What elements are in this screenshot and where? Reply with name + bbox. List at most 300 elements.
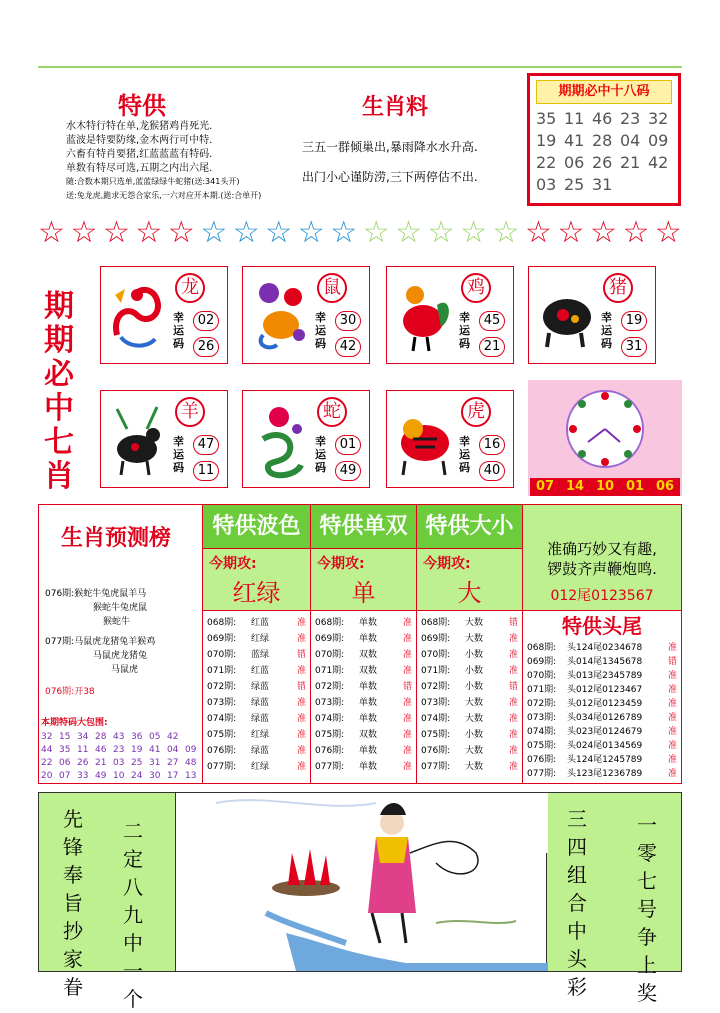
result-mark: 准	[667, 727, 677, 737]
pack-number: 36	[131, 732, 143, 742]
history-row	[421, 727, 518, 743]
prediction: 头034尾0126789	[567, 713, 643, 723]
danshuang-attack	[311, 549, 416, 611]
period: 075期:	[207, 730, 237, 740]
poem-char: 中	[123, 931, 143, 955]
tail-numbers: 012尾0123567	[550, 588, 654, 604]
pack-number: 34	[77, 732, 89, 742]
history-row	[207, 695, 306, 711]
poem-char: 锋	[63, 835, 83, 859]
bottom-panel	[38, 792, 682, 1011]
period: 071期:	[315, 666, 345, 676]
result-mark: 准	[296, 666, 306, 676]
poem-char: 合	[567, 891, 587, 915]
zodiac-name: 鸡	[461, 273, 491, 303]
lucky-label: 幸运码	[601, 311, 612, 350]
lucky-number: 19	[621, 311, 647, 331]
period: 072期:	[527, 699, 557, 709]
pack-number: 23	[113, 745, 125, 755]
history-row	[207, 759, 306, 775]
poem-char: 抄	[63, 919, 83, 943]
result-mark: 准	[667, 755, 677, 765]
prediction: 双数	[359, 730, 378, 740]
forecast-label: 077期:	[45, 637, 75, 647]
result-mark: 准	[402, 746, 412, 756]
period: 073期:	[315, 698, 345, 708]
pack-number: 13	[185, 771, 197, 781]
pack-number: 04	[167, 745, 179, 755]
number-cell: 46	[592, 109, 613, 128]
lucky-label: 幸运码	[315, 311, 326, 350]
poem-char: 旨	[63, 891, 83, 915]
prediction: 绿蓝	[251, 714, 270, 724]
girl-painting	[175, 793, 547, 971]
forecast-list	[45, 587, 201, 699]
pack-row	[41, 744, 201, 757]
lucky-label: 幸运码	[459, 435, 470, 474]
history-row	[527, 683, 677, 697]
lucky-number: 01	[335, 435, 361, 455]
title-char: 中	[44, 391, 74, 426]
result-mark: 准	[508, 730, 518, 740]
period: 075期:	[527, 741, 557, 751]
prediction: 头013尾2345789	[567, 671, 643, 681]
prediction: 单数	[359, 682, 378, 692]
pack-row	[41, 757, 201, 770]
prediction: 头024尾0134569	[567, 741, 643, 751]
star-icon: ☆	[525, 215, 552, 250]
poem-char: 七	[637, 869, 657, 893]
history-row	[527, 697, 677, 711]
history-row	[527, 641, 677, 655]
result-mark: 准	[296, 762, 306, 772]
prediction: 红蓝	[251, 618, 270, 628]
attack-label: 今期攻:	[209, 556, 257, 572]
lucky-label: 幸运码	[459, 311, 470, 350]
poem-char: 四	[567, 835, 587, 859]
result-mark: 准	[402, 698, 412, 708]
prediction-panel	[38, 504, 682, 784]
tegong-note2: 送:兔龙虎,跪求无怨合家乐,一六对应开本期.(送:合单开)	[66, 191, 262, 200]
history-row	[421, 711, 518, 727]
history-row	[207, 647, 306, 663]
period: 076期:	[315, 746, 345, 756]
number-cell: 31	[592, 175, 613, 194]
touwei-column	[523, 505, 681, 783]
danshuang-column	[311, 505, 417, 783]
result-mark: 准	[402, 666, 412, 676]
result-mark: 准	[402, 762, 412, 772]
touwei-title: 特供头尾	[562, 614, 642, 638]
pack-row	[41, 731, 201, 744]
top-divider	[38, 66, 682, 68]
poem-char: 家	[63, 947, 83, 971]
history-row	[315, 743, 412, 759]
star-icon: ☆	[330, 215, 358, 250]
star-icon: ☆	[38, 215, 65, 250]
prediction: 红绿	[251, 762, 270, 772]
result-mark: 准	[508, 762, 518, 772]
danshuang-title: 特供单双	[311, 505, 416, 549]
forecast-label: 076期:	[45, 589, 75, 599]
history-row	[527, 655, 677, 669]
star-icon: ☆	[427, 215, 455, 250]
number-cell: 28	[592, 131, 613, 150]
title-char: 期	[44, 323, 74, 358]
number-cell: 11	[564, 109, 585, 128]
poem-char: 零	[637, 841, 657, 865]
pack-number: 21	[95, 758, 107, 768]
poem-char: 奉	[63, 863, 83, 887]
lucky-label: 幸运码	[173, 435, 184, 474]
number-cell: 42	[648, 153, 669, 172]
touwei-rows	[523, 641, 681, 785]
result-mark: 准	[508, 714, 518, 724]
period: 074期:	[207, 714, 237, 724]
period: 075期:	[315, 730, 345, 740]
star-icon: ☆	[492, 215, 520, 250]
tegong-title: 特供	[118, 92, 166, 120]
poem-char: 眷	[63, 975, 83, 999]
pack-number: 25	[131, 758, 143, 768]
pack-number: 35	[59, 745, 71, 755]
history-row	[315, 615, 412, 631]
period: 069期:	[421, 634, 451, 644]
period: 070期:	[421, 650, 451, 660]
pack-number: 46	[95, 745, 107, 755]
result-mark: 准	[667, 671, 677, 681]
period: 075期:	[421, 730, 451, 740]
number-cell: 35	[536, 109, 557, 128]
number-cell: 26	[592, 153, 613, 172]
poem-char: 组	[567, 863, 587, 887]
pack-number: 41	[149, 745, 161, 755]
zodiac-card-tiger	[386, 390, 514, 488]
history-row	[421, 647, 518, 663]
poem-char: 先	[63, 807, 83, 831]
lucky-number: 11	[193, 461, 219, 481]
period: 074期:	[315, 714, 345, 724]
history-row	[207, 663, 306, 679]
history-row	[315, 759, 412, 775]
clock-number: 14	[565, 479, 585, 494]
lucky-number: 49	[335, 461, 361, 481]
forecast-result: 076期:开38	[45, 687, 95, 697]
slogan-box	[523, 505, 681, 611]
eighteen-box-title: 期期必中十八码	[536, 80, 672, 104]
history-row	[527, 711, 677, 725]
lucky-number: 40	[479, 461, 505, 481]
pack-number: 33	[77, 771, 89, 781]
pack-number: 49	[95, 771, 107, 781]
lucky-number: 31	[621, 337, 647, 357]
history-row	[207, 679, 306, 695]
star-icon: ☆	[70, 215, 98, 250]
poem-char: 争	[637, 925, 657, 949]
history-row	[527, 739, 677, 753]
tegong-line: 六畜有特肖要猪,红蓝蓝蓝有特码.	[66, 149, 213, 160]
shengxiao-line2: 出门小心谨防涝,三下两停估不出.	[302, 170, 478, 184]
zodiac-card-pig	[528, 266, 656, 364]
daxiao-title: 特供大小	[417, 505, 522, 549]
result-mark: 准	[508, 666, 518, 676]
period: 071期:	[421, 666, 451, 676]
prediction: 头023尾0124679	[567, 727, 643, 737]
zodiac-card-rooster	[386, 266, 514, 364]
history-row	[421, 679, 518, 695]
history-row	[421, 759, 518, 775]
daxiao-attack	[417, 549, 522, 611]
period: 074期:	[527, 727, 557, 737]
pack-number: 28	[95, 732, 107, 742]
period: 069期:	[315, 634, 345, 644]
forecast-text: 马鼠虎龙猪兔	[93, 651, 148, 661]
number-cell: 19	[536, 131, 557, 150]
period: 077期:	[421, 762, 451, 772]
lucky-label: 幸运码	[173, 311, 184, 350]
prediction: 绿蓝	[251, 682, 270, 692]
forecast-column	[39, 505, 203, 783]
poem-char: 三	[567, 807, 587, 831]
bose-attack	[203, 549, 310, 611]
history-row	[315, 631, 412, 647]
result-mark: 错	[402, 682, 412, 692]
result-mark: 准	[296, 618, 306, 628]
result-mark: 准	[402, 650, 412, 660]
forecast-text: 马鼠虎龙猪兔羊猴鸡	[74, 637, 156, 647]
forecast-text: 猴蛇牛兔虎鼠羊马	[74, 589, 147, 599]
attack-value: 大	[457, 579, 482, 607]
star-icon: ☆	[557, 215, 585, 250]
result-mark: 准	[402, 634, 412, 644]
attack-label: 今期攻:	[423, 556, 471, 572]
clock-icon	[528, 380, 682, 478]
zodiac-name: 鼠	[317, 273, 347, 303]
bose-column	[203, 505, 311, 783]
period: 076期:	[207, 746, 237, 756]
result-mark: 准	[667, 713, 677, 723]
history-row	[421, 631, 518, 647]
period: 077期:	[527, 769, 557, 779]
slogan-line: 锣鼓齐声鞭炮鸣.	[547, 560, 657, 578]
prediction: 红绿	[251, 634, 270, 644]
prediction: 红蓝	[251, 666, 270, 676]
pack-number: 07	[59, 771, 71, 781]
zodiac-name: 虎	[461, 397, 491, 427]
prediction: 大数	[465, 634, 484, 644]
prediction: 小数	[465, 650, 484, 660]
zodiac-name: 龙	[175, 273, 205, 303]
goat-papercut-icon	[107, 399, 169, 479]
period: 076期:	[527, 755, 557, 765]
poem-char: 头	[567, 947, 587, 971]
period: 073期:	[527, 713, 557, 723]
poem-char: 八	[123, 875, 143, 899]
clock-number: 01	[625, 479, 645, 494]
title-char: 必	[44, 357, 74, 392]
history-row	[207, 615, 306, 631]
poem-char: 号	[637, 897, 657, 921]
prediction: 蓝绿	[251, 650, 270, 660]
result-mark: 准	[296, 714, 306, 724]
history-row	[421, 743, 518, 759]
tegong-note1: 随:合数本期只选单,蓝蓝绿绿牛蛇猪(送:341头开)	[66, 177, 240, 186]
result-mark: 错	[296, 650, 306, 660]
prediction: 小数	[465, 666, 484, 676]
history-row	[421, 615, 518, 631]
star-icon: ☆	[460, 215, 487, 250]
history-row	[315, 695, 412, 711]
prediction: 单数	[359, 634, 378, 644]
poem-char: 个	[123, 987, 143, 1011]
clock-number: 06	[655, 479, 675, 494]
zodiac-name: 羊	[175, 397, 205, 427]
result-mark: 准	[402, 714, 412, 724]
number-cell: 23	[620, 109, 641, 128]
star-icon: ☆	[297, 215, 325, 250]
prediction: 单数	[359, 618, 378, 628]
lucky-number: 21	[479, 337, 505, 357]
zodiac-name: 猪	[603, 273, 633, 303]
history-row	[527, 669, 677, 683]
result-mark: 准	[402, 618, 412, 628]
prediction: 头124尾0234678	[567, 643, 643, 653]
result-mark: 准	[296, 698, 306, 708]
lucky-number: 26	[193, 337, 219, 357]
period: 074期:	[421, 714, 451, 724]
pack-number: 17	[167, 771, 179, 781]
pack-number: 43	[113, 732, 125, 742]
lucky-label: 幸运码	[315, 435, 326, 474]
forecast-text: 猴蛇牛兔虎鼠	[93, 603, 148, 613]
number-cell: 06	[564, 153, 585, 172]
period: 071期:	[527, 685, 557, 695]
star-icon: ☆	[167, 215, 195, 250]
period: 072期:	[421, 682, 451, 692]
poem-left-2	[121, 817, 145, 1013]
tegong-line: 水木特行特在单,龙猴猪鸡肖死光.	[66, 121, 213, 132]
number-cell: 09	[648, 131, 669, 150]
period: 070期:	[527, 671, 557, 681]
poem-char: 二	[123, 819, 143, 843]
clock-number: 10	[595, 479, 615, 494]
poem-char: 一	[637, 813, 657, 837]
forecast-text: 猴蛇牛	[103, 617, 131, 627]
prediction: 头124尾1245789	[567, 755, 643, 765]
history-row	[207, 727, 306, 743]
rooster-papercut-icon	[393, 275, 455, 355]
period: 069期:	[207, 634, 237, 644]
prediction: 大数	[465, 714, 484, 724]
number-cell: 25	[564, 175, 585, 194]
result-mark: 错	[508, 618, 518, 628]
result-mark: 准	[508, 650, 518, 660]
history-row	[527, 725, 677, 739]
star-icon: ☆	[135, 215, 163, 250]
star-icon: ☆	[589, 215, 617, 250]
bose-title: 特供波色	[203, 505, 310, 549]
pack-number: 22	[41, 758, 53, 768]
prediction: 红绿	[251, 730, 270, 740]
prediction: 头012尾0123467	[567, 685, 643, 695]
pack-number: 44	[41, 745, 53, 755]
history-row	[315, 727, 412, 743]
prediction: 单数	[359, 762, 378, 772]
prediction: 单数	[359, 698, 378, 708]
clock-number: 07	[535, 479, 555, 494]
history-row	[207, 631, 306, 647]
prediction: 绿蓝	[251, 746, 270, 756]
prediction: 双数	[359, 666, 378, 676]
poem-char: 定	[123, 847, 143, 871]
period: 076期:	[421, 746, 451, 756]
star-icon: ☆	[362, 215, 390, 250]
prediction: 绿蓝	[251, 698, 270, 708]
poem-char: 彩	[567, 975, 587, 999]
history-row	[421, 663, 518, 679]
zodiac-card-goat	[100, 390, 228, 488]
result-mark: 错	[296, 682, 306, 692]
pack-number: 03	[113, 758, 125, 768]
star-icon: ☆	[102, 215, 130, 250]
result-mark: 错	[667, 657, 677, 667]
result-mark: 准	[667, 699, 677, 709]
tegong-poem	[66, 120, 296, 176]
star-icon: ☆	[200, 215, 228, 250]
pack-number: 48	[185, 758, 197, 768]
prediction: 大数	[465, 746, 484, 756]
star-icon: ☆	[654, 215, 682, 250]
slogan-line: 准确巧妙又有趣,	[547, 540, 657, 558]
lucky-number: 45	[479, 311, 505, 331]
prediction: 小数	[465, 682, 484, 692]
pack-number: 20	[41, 771, 53, 781]
period: 077期:	[207, 762, 237, 772]
pack-numbers	[41, 731, 201, 783]
pack-number: 32	[41, 732, 53, 742]
prediction: 双数	[359, 650, 378, 660]
pack-number: 27	[167, 758, 179, 768]
pack-number: 26	[77, 758, 89, 768]
danshuang-rows	[311, 611, 416, 779]
snake-papercut-icon	[249, 399, 311, 479]
zodiac-card-rat	[242, 266, 370, 364]
period: 068期:	[421, 618, 451, 628]
tegong-line: 蓝波是特要防缘,金木两行可中特.	[66, 135, 213, 146]
result-mark: 准	[508, 634, 518, 644]
period: 072期:	[207, 682, 237, 692]
poem-char: 九	[123, 903, 143, 927]
period: 077期:	[315, 762, 345, 772]
star-icon: ☆	[232, 215, 260, 250]
number-cell: 41	[564, 131, 585, 150]
poem-char: 奖	[637, 981, 657, 1005]
rat-papercut-icon	[249, 275, 311, 355]
number-cell: 03	[536, 175, 557, 194]
result-mark: 准	[402, 730, 412, 740]
result-mark: 准	[508, 698, 518, 708]
pig-papercut-icon	[535, 275, 597, 355]
period: 068期:	[315, 618, 345, 628]
title-char: 七	[44, 425, 74, 460]
poem-char: 上	[637, 953, 657, 977]
lucky-number: 30	[335, 311, 361, 331]
period: 073期:	[207, 698, 237, 708]
period: 070期:	[207, 650, 237, 660]
star-row	[38, 215, 682, 251]
forecast-text: 马鼠虎	[111, 665, 139, 675]
pack-number: 31	[149, 758, 161, 768]
